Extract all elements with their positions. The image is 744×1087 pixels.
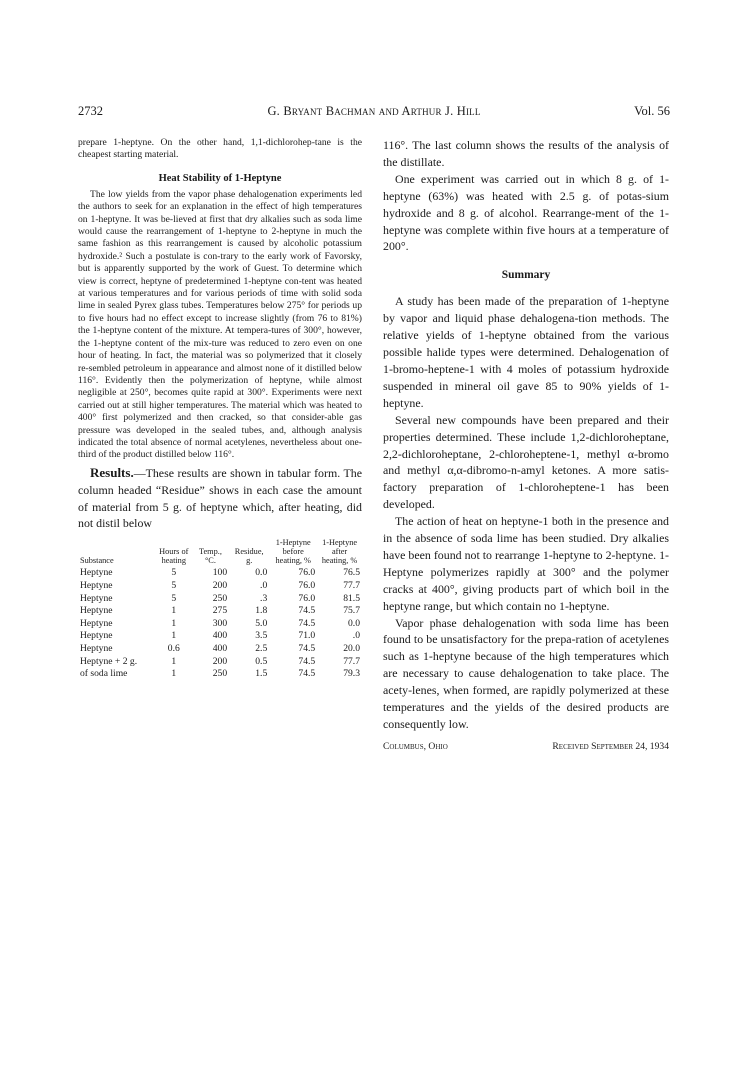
results-table [78,538,362,680]
table-header-row [78,538,362,567]
cell-after: .0 [352,630,360,642]
cell-after: 75.7 [343,605,360,617]
right-column [383,137,669,755]
cell-substance: Heptyne [80,642,113,654]
cell-before: 76.0 [298,592,316,604]
page-header [78,104,670,120]
cell-hours: 1 [171,668,177,680]
cell-substance: Heptyne [80,592,113,604]
cell-substance: of soda lime [80,668,128,680]
cell-before: 76.0 [298,579,316,591]
cell-residue: 3.5 [255,630,268,642]
volume-label: Vol. 56 [634,104,670,118]
cell-substance: Heptyne [80,579,113,591]
cell-residue: 1.5 [255,668,268,680]
cell-hours: 1 [171,655,177,667]
col-after: 1-Heptyne after heating, % [321,538,358,566]
table-row [78,580,362,593]
cell-after: 77.7 [343,579,360,591]
cell-temp: 200 [212,579,228,591]
col-before: 1-Heptyne before heating, % [275,538,311,566]
heat-stability-paragraph: The low yields from the vapor phase dehalogenation experiments led the authors to seek for an explanation in the effect of high temperatures on 1-heptyne. It was be-lieved at first that dry alkalies such as soda lime would cause the rearrangement of 1-heptyne to 2-heptyne in much the same fashion as this rearrangement is caused by alcoholic potassium hydroxide.² Such a postulate is con-trary to the early work of Favorsky, but is apparently supported by the work of Guest. To determine which view is correct, heptyne of predetermined 1-heptyne con-tent was heated at various temperatures and for various periods of time with solid soda lime in sealed Pyrex glass tubes. Temperatures below 275° for periods up to five hours had no effect except to increase slightly (from 76 to 81%) the 1-heptyne content of the mixture. At tempera-tures of 300°, however, the 1-heptyne content of the mix-ture was reduced to zero even on one hour of heating. In fact, the material was so polymerized that it closely re-sembled petroleum in appearance and almost none of it distilled below 116°. Evidently then the polymerization of heptyne, while almost negligible at 250°, becomes quite rapid at 300°. Experiments were next carried out at still higher temperatures. The material which was heated to 400° first polymerized and then cracked, so that consider-able gas pressure was developed in the sealed tubes, and, although analysis indicated the total absence of normal acetylenes, nevertheless about one-third of the product distilled below 116°. [78,188,362,461]
cell-temp: 300 [212,617,228,629]
cell-before: 74.5 [298,642,316,654]
cell-before: 71.0 [298,630,316,642]
cell-after: 79.3 [343,668,360,680]
cell-hours: 1 [171,605,177,617]
table-row [78,656,362,669]
cell-residue: 5.0 [255,617,268,629]
cell-residue: .0 [260,579,268,591]
cell-substance: Heptyne [80,617,113,629]
table-row [78,605,362,618]
results-paragraph [78,465,362,533]
cell-after: 20.0 [343,642,360,654]
table-body [78,567,362,680]
cell-residue: 2.5 [255,642,268,654]
results-text: —These results are shown in tabular form. The column headed “Residue” shows in each case the amount of material from 5 g. of heptyne which, after heating, did not distil below [78,465,362,531]
cell-temp: 200 [212,655,228,667]
cell-after: 77.7 [343,655,360,667]
summary-paragraph-1: A study has been made of the preparation of 1-heptyne by vapor and liquid phase dehalogena-tion methods. The relative yields of 1-heptyne obtained from the various possible halide types were determined. Dehalogenation of 1-bromo-heptene-1 with 4 moles of potassium hydroxide suspended in mineral oil gave 85 to 90% yields of 1-heptyne. [383,294,669,410]
col-temp: Temp., °C. [199,547,222,566]
cell-after: 81.5 [343,592,360,604]
cell-hours: 0.6 [167,642,180,654]
table-row [78,593,362,606]
table-row [78,567,362,580]
running-authors: G. Bryant Bachman and Arthur J. Hill [267,104,481,118]
cell-substance: Heptyne [80,630,113,642]
left-column [78,137,362,681]
col-substance: Substance [80,556,114,566]
cell-residue: .3 [260,592,268,604]
cell-temp: 250 [212,592,228,604]
cell-after: 0.0 [348,617,360,629]
page-number: 2732 [78,104,103,118]
cell-residue: 0.5 [255,655,268,667]
cell-residue: 0.0 [255,567,268,579]
summary-paragraph-2: Several new compounds have been prepared and their properties determined. These include 1,2-dichloroheptane, 2,2-dichloroheptane, 2-chloroheptene-1, methyl α-bromo and methyl α,α-dibromo-n-amyl ketones. A more satis-factory preparation of 1-chloroheptene-1 has been developed. [383,412,669,512]
article-footer [383,741,669,755]
cell-hours: 1 [171,630,177,642]
cell-before: 74.5 [298,605,316,617]
cell-substance: Heptyne [80,567,113,579]
col-hours: Hours of heating [159,547,189,566]
cell-before: 74.5 [298,668,316,680]
experiment-paragraph: One experiment was carried out in which 8 g. of 1-heptyne (63%) was heated with 2.5 g. of potas-sium hydroxide and 8 g. of alcohol. Rearrange-ment of the 1-heptyne was complete within five hours at a temperature of 200°. [383,171,669,254]
cell-temp: 400 [212,642,228,654]
cell-temp: 275 [212,605,228,617]
cell-residue: 1.8 [255,605,268,617]
received-date: Received September 24, 1934 [552,740,669,752]
table-row [78,643,362,656]
cell-before: 74.5 [298,655,316,667]
cell-before: 74.5 [298,617,316,629]
cell-hours: 1 [171,617,177,629]
cell-substance: Heptyne [80,605,113,617]
cell-substance: Heptyne + 2 g. [80,655,138,667]
table-row [78,630,362,643]
section-heading: Heat Stability of 1-Heptyne [158,172,282,184]
table-row [78,618,362,631]
summary-paragraph-3: The action of heat on heptyne-1 both in the presence and in the absence of soda lime has been studied. Dry alkalies have been found not to rearrange 1-heptyne to 2-heptyne. 1-Heptyne polymerizes rapidly at 300° and the polymer cracks at 400°, giving products part of which boil in the heptyne range, but which contain no 1-heptyne. [383,514,669,613]
cell-hours: 5 [171,592,177,604]
location: Columbus, Ohio [383,740,448,752]
cell-after: 76.5 [343,567,360,579]
table-row [78,668,362,681]
col-residue: Residue, g. [234,547,264,566]
cell-before: 76.0 [298,567,316,579]
continued-paragraph: 116°. The last column shows the results of the analysis of the distillate. [383,138,669,169]
summary-heading: Summary [501,269,551,282]
cell-temp: 100 [212,567,228,579]
cell-temp: 250 [212,668,228,680]
cell-hours: 5 [171,579,177,591]
results-heading: Results. [90,464,134,480]
summary-paragraph-4: Vapor phase dehalogenation with soda lime has been found to be unsatisfactory for the prepa-ration of acetylenes such as 1-heptyne because of the high temperatures which are necessary to cause dehalogenation to take place. The acety-lenes, when formed, are rapidly polymerized at these temperatures and the yields of the desired products are consequently low. [383,615,669,731]
intro-paragraph: prepare 1-heptyne. On the other hand, 1,1-dichlorohep-tane is the cheapest starting material. [78,137,362,161]
cell-temp: 400 [212,630,228,642]
cell-hours: 5 [171,567,177,579]
